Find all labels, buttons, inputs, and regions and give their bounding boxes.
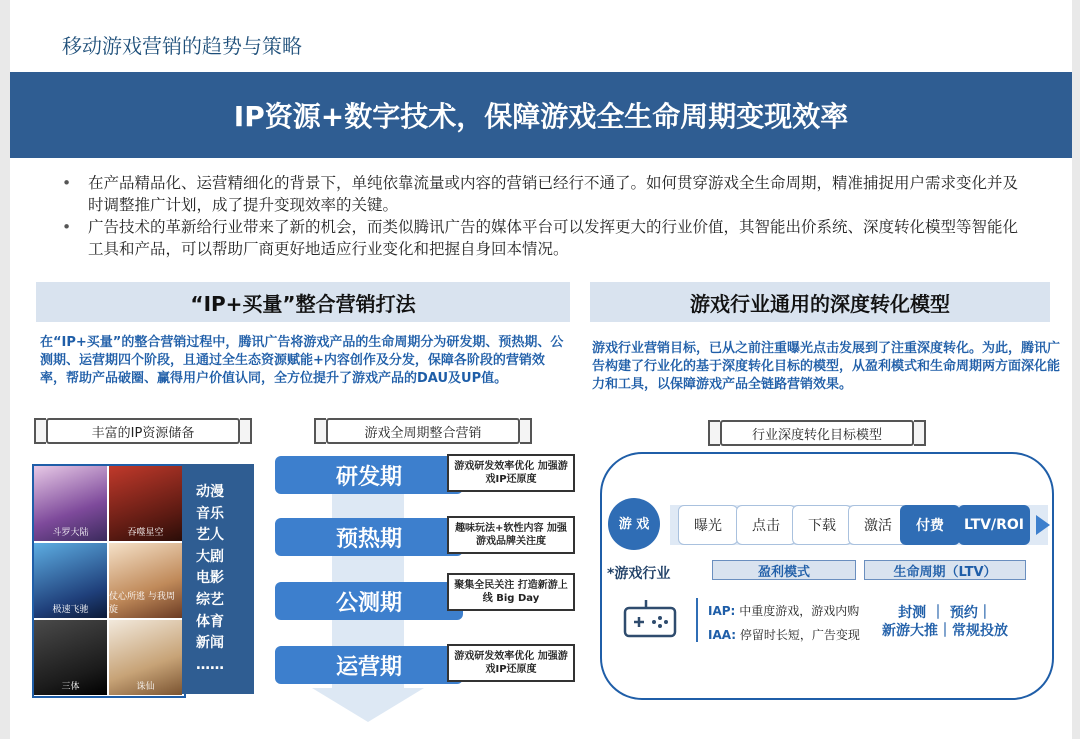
timeline-arrow-head — [312, 688, 424, 722]
gamepad-icon — [622, 598, 678, 640]
step-exposure: 曝光 — [678, 505, 738, 545]
model-ribbon: 行业深度转化目标模型 — [720, 420, 914, 446]
iap-text: 中重度游戏，游戏内购 — [739, 604, 860, 618]
ip-type: 新闻 — [196, 635, 224, 652]
ip-type: 电影 — [196, 570, 224, 587]
phase-rnd-note: 游戏研发效率优化 加强游戏IP还原度 — [447, 454, 575, 492]
step-payment: 付费 — [900, 505, 960, 545]
ip-type: 动漫 — [196, 484, 224, 500]
ip-types-list — [196, 482, 224, 676]
left-section-paragraph: 在“IP+买量”的整合营销过程中，腾讯广告将游戏产品的生命周期分为研发期、预热期、公测期、运营期四个阶段，且通过全生态资源赋能+内容创作及分发，保障各阶段的营销效率，帮助产品破圈、赢得用户价值认同，全方位提升了游戏产品的DAU及UP值。 — [40, 335, 564, 386]
strategy-text — [882, 604, 1008, 640]
profit-model-tag: 盈利模式 — [712, 560, 856, 580]
bullet-item: • 广告技术的革新给行业带来了新的机会，而类似腾讯广告的媒体平台可以发挥更大的行业价值，其智能出价系统、深度转化模型等智能化工具和产品，可以帮助厂商更好地适应行业变化和把握自身回本情况。 — [62, 216, 1022, 260]
game-node: 游 戏 — [608, 498, 660, 550]
ip-type: 综艺 — [196, 591, 224, 608]
iaa-text: 停留时长短，广告变现 — [739, 628, 860, 642]
step-click: 点击 — [736, 505, 796, 545]
lifecycle-tag: 生命周期（LTV） — [864, 560, 1026, 580]
step-ltv-roi: LTV/ROI — [958, 505, 1030, 545]
phase-operation: 运营期 — [275, 646, 463, 684]
bullet-list — [62, 172, 1022, 260]
left-section-heading: “IP+买量”整合营销打法 — [36, 282, 570, 322]
iaa-key: IAA: — [708, 628, 737, 642]
iap-line — [708, 602, 859, 619]
right-section-paragraph: 游戏行业营销目标，已从之前注重曝光点击发展到了注重深度转化。为此，腾讯广告构建了行业化的基于深度转化目标的模型，从盈利模式和生命周期两方面深化能力和工具，以保障游戏产品全链路营销效果。 — [592, 341, 1061, 392]
industry-label: *游戏行业 — [607, 566, 671, 582]
ip-resources-ribbon: 丰富的IP资源储备 — [46, 418, 240, 444]
right-section-heading: 游戏行业通用的深度转化模型 — [590, 282, 1050, 322]
funnel-arrow-tip — [1036, 515, 1050, 535]
strategy-line: 新游大推｜常规投放 — [882, 623, 1008, 639]
phase-preheat: 预热期 — [275, 518, 463, 556]
page-title: 移动游戏营销的趋势与策略 — [62, 34, 302, 58]
ip-type: …… — [196, 656, 224, 673]
poster-image: 三体 — [34, 620, 107, 695]
poster-image: 斗罗大陆 — [34, 466, 107, 541]
phase-operation-note: 游戏研发效率优化 加强游戏IP还原度 — [447, 644, 575, 682]
slide-page — [10, 0, 1072, 739]
poster-image: 吞噬星空 — [109, 466, 182, 541]
poster-image: 极速飞驰 — [34, 543, 107, 618]
poster-image: 诛仙 — [109, 620, 182, 695]
iaa-line — [708, 626, 860, 643]
ip-type: 大剧 — [196, 548, 224, 565]
phase-public-test-note: 聚集全民关注 打造新游上线 Big Day — [447, 573, 575, 611]
bullet-item: • 在产品精品化、运营精细化的背景下，单纯依靠流量或内容的营销已经行不通了。如何贯穿游戏全生命周期，精准捕捉用户需求变化并及时调整推广计划，成了提升变现效率的关键。 — [62, 172, 1022, 216]
step-activate: 激活 — [848, 505, 908, 545]
divider-line — [696, 598, 698, 642]
ip-poster-collage — [32, 464, 186, 698]
phase-preheat-note: 趣味玩法+软性内容 加强游戏品牌关注度 — [447, 516, 575, 554]
ip-type: 体育 — [196, 613, 224, 630]
ip-type: 艺人 — [196, 527, 224, 544]
full-cycle-ribbon: 游戏全周期整合营销 — [326, 418, 520, 444]
ip-type: 音乐 — [196, 505, 224, 522]
poster-image: 仗心所逃 与我周旋 — [109, 543, 182, 618]
strategy-line: 封测 ｜ 预约｜ — [898, 605, 992, 621]
iap-key: IAP: — [708, 604, 736, 618]
banner-title: IP资源+数字技术，保障游戏全生命周期变现效率 — [10, 72, 1072, 158]
step-download: 下载 — [792, 505, 852, 545]
phase-rnd: 研发期 — [275, 456, 463, 494]
phase-public-test: 公测期 — [275, 582, 463, 620]
